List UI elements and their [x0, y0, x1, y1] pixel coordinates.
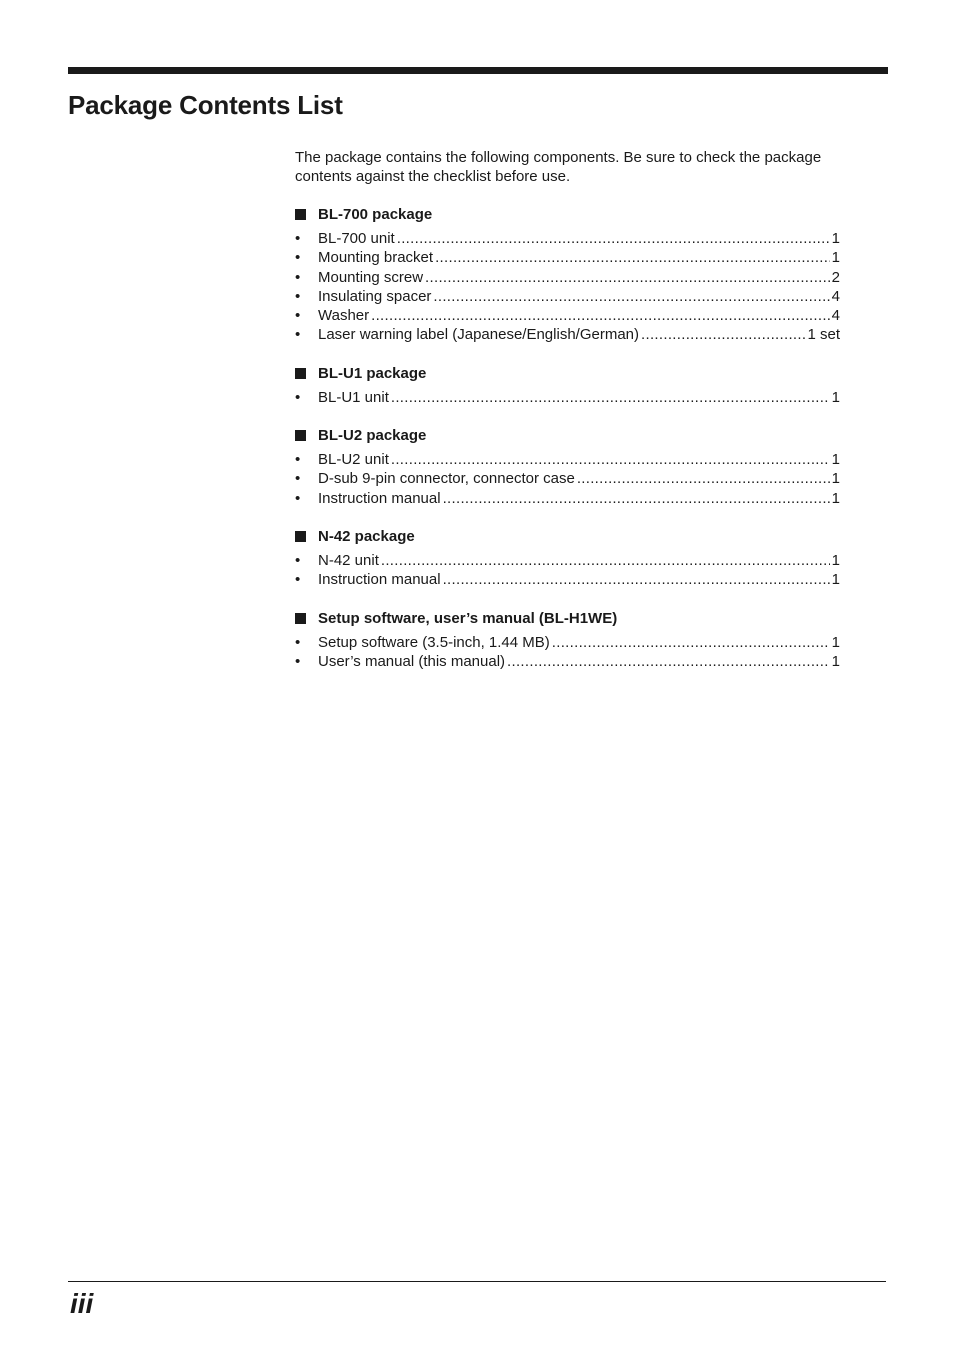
list-item [295, 469, 840, 488]
top-rule [68, 67, 888, 74]
dot-leader [425, 268, 830, 287]
item-quantity: 1 [831, 230, 840, 247]
bullet-icon: • [295, 268, 301, 286]
item-label: N-42 unit [318, 551, 379, 569]
section-heading [295, 426, 840, 445]
list-item [295, 306, 840, 325]
square-bullet-icon [295, 368, 306, 379]
dot-leader [443, 489, 830, 508]
list-item [295, 652, 840, 671]
item-label: Instruction manual [318, 489, 441, 507]
square-bullet-icon [295, 430, 306, 441]
bullet-icon: • [295, 287, 301, 305]
item-list [295, 551, 840, 590]
package-sections [295, 205, 840, 671]
item-quantity: 1 [831, 633, 840, 651]
list-item [295, 388, 840, 407]
list-item [295, 248, 840, 267]
item-quantity: 1 [831, 551, 840, 569]
list-item [295, 450, 840, 469]
bullet-icon: • [295, 388, 301, 406]
item-quantity: 1 [831, 652, 840, 670]
section-heading [295, 609, 840, 628]
item-quantity: 4 [831, 307, 840, 325]
section-heading [295, 527, 840, 546]
list-item [295, 268, 840, 287]
page-title: Package Contents List [68, 90, 343, 120]
dot-leader [391, 450, 830, 469]
package-section [295, 205, 840, 345]
item-list [295, 388, 840, 407]
list-item [295, 489, 840, 508]
package-section [295, 609, 840, 672]
list-item [295, 287, 840, 306]
package-section [295, 426, 840, 508]
dot-leader [552, 633, 830, 652]
item-label: D-sub 9-pin connector, connector case [318, 470, 575, 488]
dot-leader [433, 287, 829, 306]
section-heading-text: BL-U2 package [318, 427, 427, 445]
item-label: BL-700 unit [318, 230, 395, 247]
section-heading [295, 205, 840, 224]
bullet-icon: • [295, 571, 301, 589]
intro-paragraph: The package contains the following components. Be sure to check the package contents against the checklist before use. [295, 149, 822, 185]
item-label: User’s manual (this manual) [318, 652, 506, 670]
list-item [295, 229, 840, 248]
item-quantity: 1 [831, 249, 840, 267]
bullet-icon: • [295, 326, 301, 344]
item-label: Laser warning label (Japanese/English/German) [318, 326, 640, 344]
bullet-icon: • [295, 451, 301, 469]
dot-leader [391, 388, 830, 407]
page-number: iii [70, 1288, 94, 1319]
item-label: BL-U1 unit [318, 388, 389, 406]
item-label: Instruction manual [318, 571, 441, 589]
item-list [295, 450, 840, 508]
package-section [295, 364, 840, 407]
content [295, 148, 840, 671]
item-list [295, 633, 840, 672]
item-label: Washer [318, 307, 370, 325]
dot-leader [443, 570, 830, 589]
list-item [295, 570, 840, 589]
section-heading-text: BL-700 package [318, 206, 433, 223]
dot-leader [397, 229, 830, 248]
dot-leader [577, 469, 830, 488]
item-quantity: 1 [831, 388, 840, 406]
list-item [295, 325, 840, 344]
item-quantity: 1 [831, 451, 840, 469]
item-label: Mounting bracket [318, 249, 434, 267]
item-quantity: 1 [831, 489, 840, 507]
item-quantity: 1 [831, 470, 840, 488]
bullet-icon: • [295, 249, 301, 267]
dot-leader [507, 652, 830, 671]
square-bullet-icon [295, 209, 306, 220]
item-quantity: 2 [831, 268, 840, 286]
section-heading [295, 364, 840, 383]
bottom-rule [68, 1281, 886, 1282]
item-label: BL-U2 unit [318, 451, 389, 469]
package-section [295, 527, 840, 590]
section-heading-text: BL-U1 package [318, 364, 427, 382]
section-heading-text: N-42 package [318, 527, 415, 545]
item-quantity: 4 [831, 287, 840, 305]
item-quantity: 1 set [807, 326, 840, 344]
bullet-icon: • [295, 551, 301, 569]
item-list [295, 229, 840, 345]
bullet-icon: • [295, 230, 301, 247]
item-label: Insulating spacer [318, 287, 432, 305]
bullet-icon: • [295, 652, 301, 670]
square-bullet-icon [295, 531, 306, 542]
dot-leader [381, 551, 830, 570]
section-heading-text: Setup software, user’s manual (BL-H1WE) [318, 609, 618, 627]
list-item [295, 551, 840, 570]
bullet-icon: • [295, 470, 301, 488]
dot-leader [435, 248, 830, 267]
bullet-icon: • [295, 633, 301, 651]
dot-leader [641, 325, 805, 344]
list-item [295, 633, 840, 652]
dot-leader [371, 306, 830, 325]
item-quantity: 1 [831, 571, 840, 589]
bullet-icon: • [295, 489, 301, 507]
item-label: Mounting screw [318, 268, 424, 286]
bullet-icon: • [295, 307, 301, 325]
item-label: Setup software (3.5-inch, 1.44 MB) [318, 633, 550, 651]
square-bullet-icon [295, 613, 306, 624]
